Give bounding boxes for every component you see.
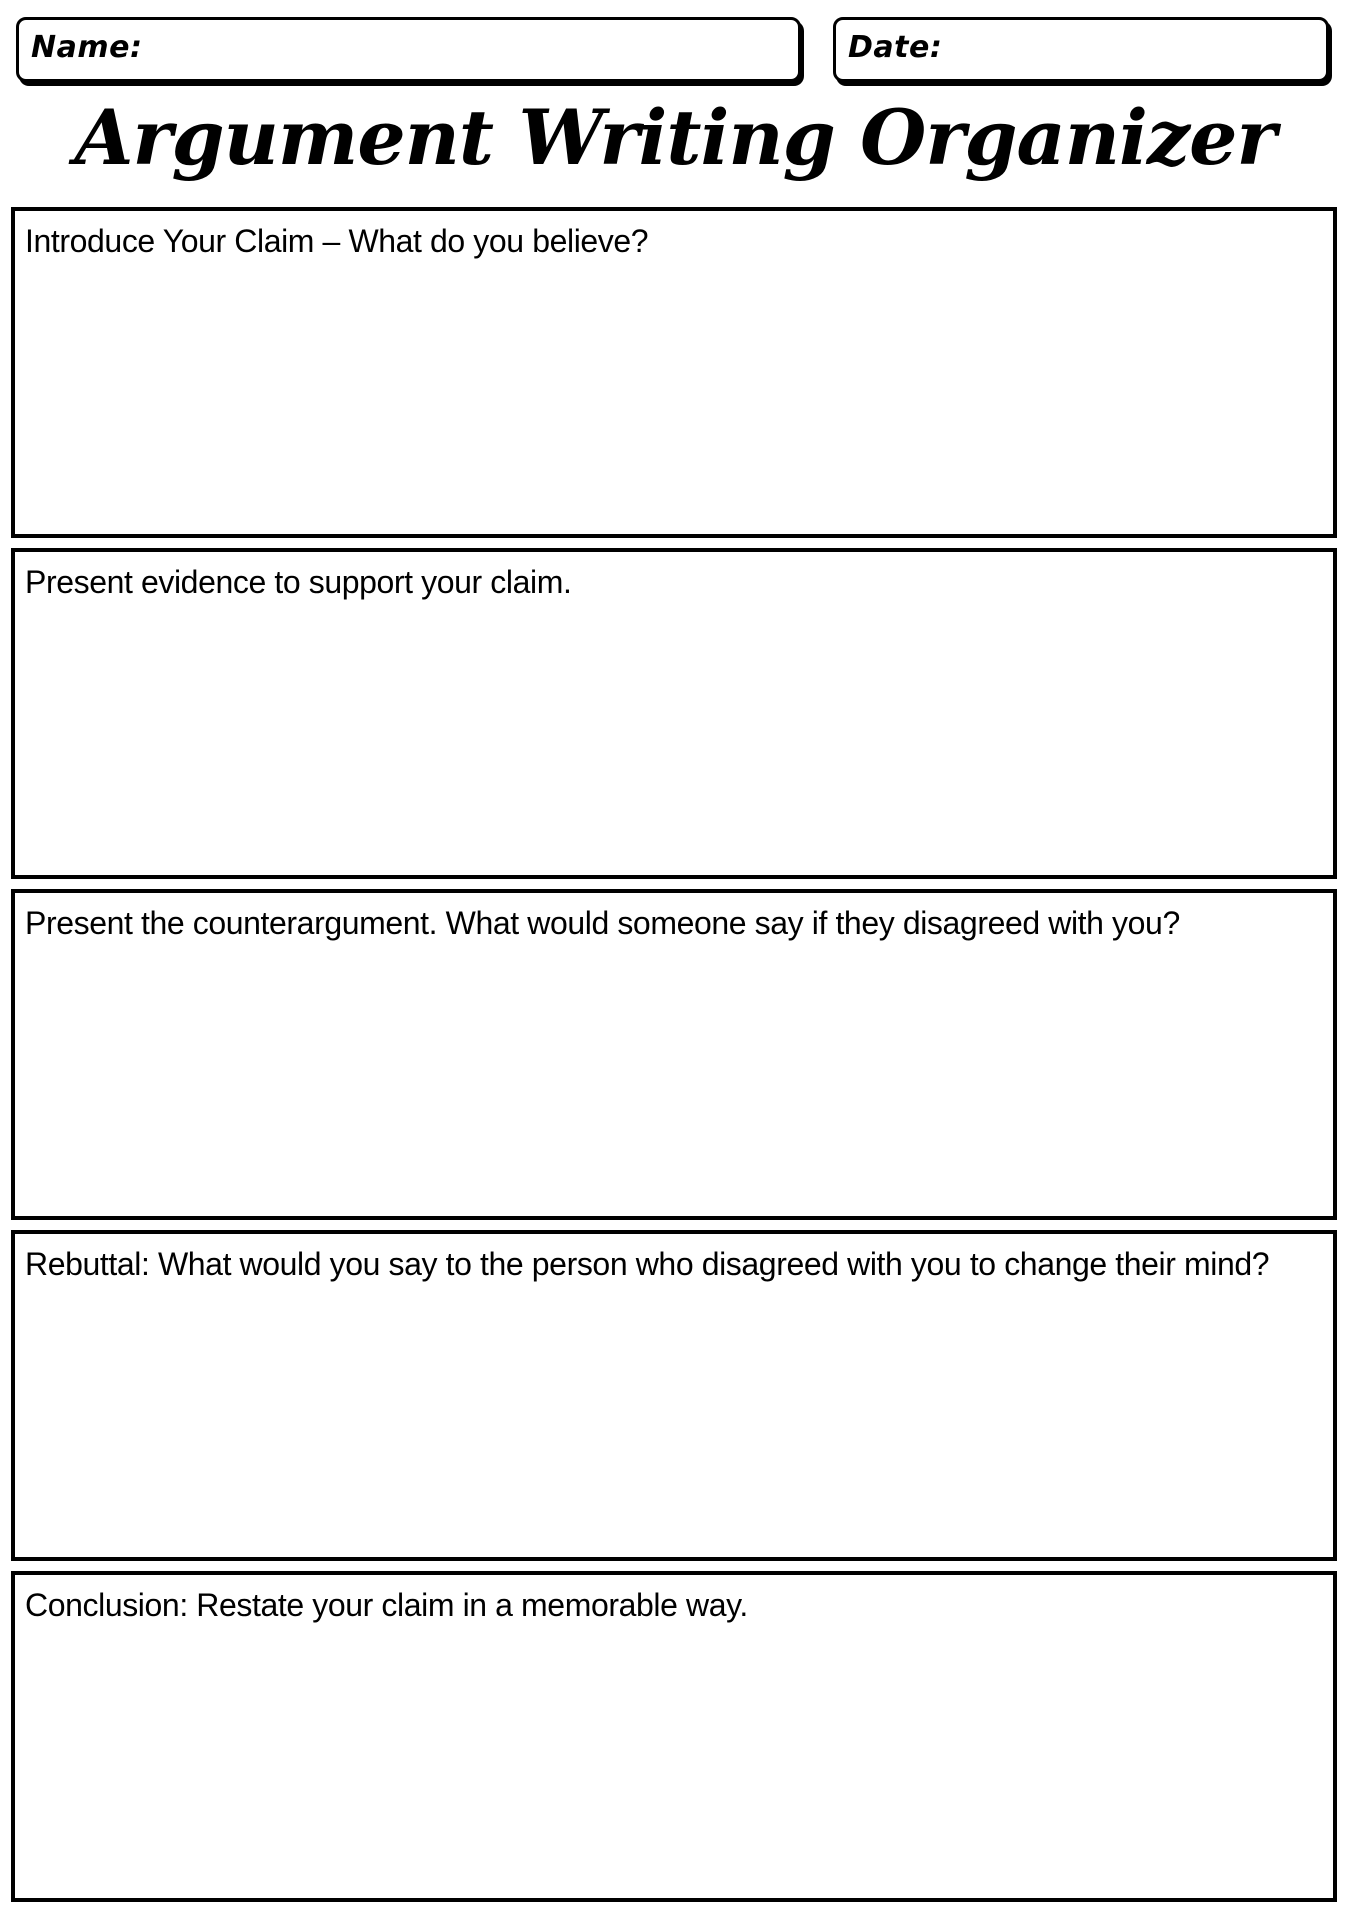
evidence-section[interactable] <box>11 548 1337 879</box>
claim-section[interactable] <box>11 207 1337 538</box>
conclusion-section[interactable] <box>11 1571 1337 1902</box>
counterargument-prompt: Present the counterargument. What would someone say if they disagreed with you? <box>25 905 1180 941</box>
page-title: Argument Writing Organizer <box>74 93 1276 182</box>
counterargument-section[interactable] <box>11 889 1337 1220</box>
evidence-prompt: Present evidence to support your claim. <box>25 564 572 600</box>
rebuttal-prompt: Rebuttal: What would you say to the person who disagreed with you to change their mind? <box>25 1246 1270 1282</box>
conclusion-prompt: Conclusion: Restate your claim in a memorable way. <box>25 1587 748 1623</box>
date-field[interactable] <box>833 17 1329 82</box>
name-field[interactable] <box>16 17 801 82</box>
claim-prompt: Introduce Your Claim – What do you believe? <box>25 223 649 259</box>
date-label: Date: <box>848 30 943 65</box>
name-label: Name: <box>31 30 143 65</box>
rebuttal-section[interactable] <box>11 1230 1337 1561</box>
